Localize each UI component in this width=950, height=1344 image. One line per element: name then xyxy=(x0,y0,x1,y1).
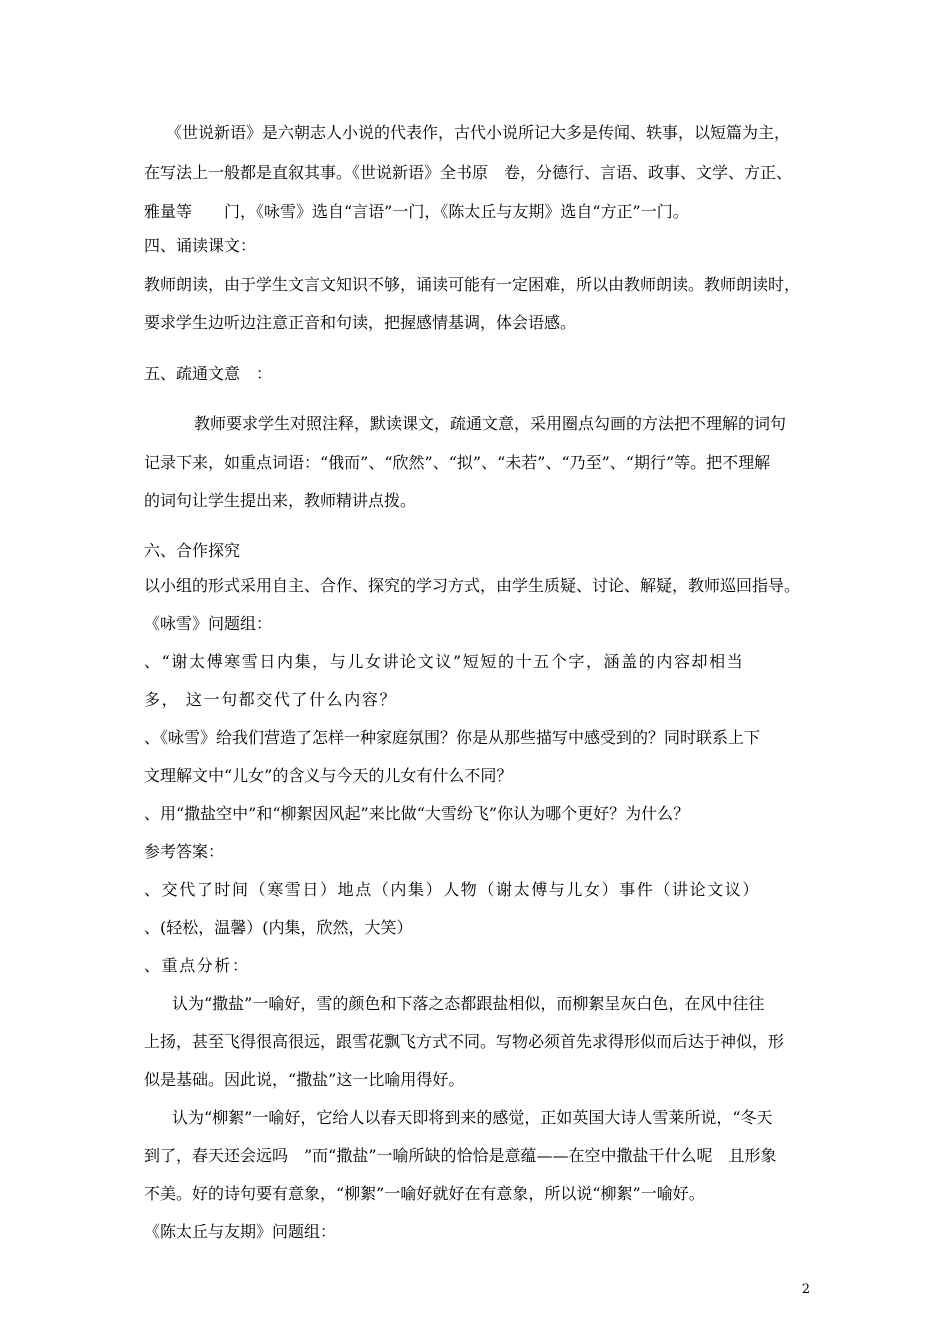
paragraph-intro-line-3: 雅量等 门，《咏雪》选自“言语”一门，《陈太丘与友期》选自“方正”一门。 xyxy=(144,202,689,221)
answer-3-heading: 、重点分析： xyxy=(144,956,250,975)
paragraph-meaning-line-1: 教师要求学生对照注释，默读课文，疏通文意，采用圈点勾画的方法把不理解的词句 xyxy=(194,414,787,433)
section-heading-explore: 六、合作探究 xyxy=(144,541,241,560)
question-2-line-2: 文理解文中“儿女”的含义与今天的儿女有什么不同？ xyxy=(144,766,513,785)
subheading-chen-taiqiu-questions: 《陈太丘与友期》问题组： xyxy=(144,1222,337,1241)
section-heading-meaning: 五、疏通文意 ： xyxy=(144,364,273,383)
analysis-willow-line-1: 认为“柳絮”一喻好，它给人以春天即将到来的感觉，正如英国大诗人雪莱所说，“冬天 xyxy=(172,1108,773,1127)
analysis-willow-line-3: 不美。好的诗句要有意象，“柳絮”一喻好就好在有意象，所以说“柳絮”一喻好。 xyxy=(144,1184,705,1203)
answer-2: 、(轻松，温馨）(内集，欣然，大笑） xyxy=(144,918,413,937)
question-3: 、用“撒盐空中”和“柳絮因风起”来比做“大雪纷飞”你认为哪个更好？为什么？ xyxy=(144,804,690,823)
paragraph-recite-line-2: 要求学生边听边注意正音和句读，把握感情基调，体会语感。 xyxy=(144,313,577,332)
question-1-line-2: 多， 这一句都交代了什么内容？ xyxy=(144,690,398,709)
answer-1: 、交代了时间（寒雪日）地点（内集）人物（谢太傅与儿女）事件（讲论文议） xyxy=(144,880,761,899)
page-number: 2 xyxy=(801,1282,810,1297)
paragraph-meaning-line-3: 的词句让学生提出来，教师精讲点拨。 xyxy=(144,491,417,510)
analysis-salt-line-2: 上扬，甚至飞得很高很远，跟雪花飘飞方式不同。写物必须首先求得形似而后达于神似，形 xyxy=(144,1032,785,1051)
subheading-yongxue-questions: 《咏雪》问题组： xyxy=(144,614,273,633)
analysis-salt-line-3: 似是基础。因此说，“撒盐”这一比喻用得好。 xyxy=(144,1070,465,1089)
paragraph-explore-line-1: 以小组的形式采用自主、合作、探究的学习方式，由学生质疑、讨论、解疑，教师巡回指导。 xyxy=(144,576,801,595)
question-1-line-1: 、“谢太傅寒雪日内集，与儿女讲论文议”短短的十五个字，涵盖的内容却相当 xyxy=(144,652,745,671)
paragraph-intro-line-2: 在写法上一般都是直叙其事。《世说新语》全书原 卷，分德行、言语、政事、文学、方正、 xyxy=(144,163,793,182)
section-heading-recite: 四、诵读课文： xyxy=(144,236,257,255)
paragraph-intro-line-1: 《世说新语》是六朝志人小说的代表作，古代小说所记大多是传闻、轶事，以短篇为主， xyxy=(166,123,791,142)
paragraph-meaning-line-2: 记录下来，如重点词语：“俄而”、“欣然”、“拟”、“未若”、“乃至”、“期行”等。把不理解 xyxy=(144,453,771,472)
question-2-line-1: 、《咏雪》给我们营造了怎样一种家庭氛围？你是从那些描写中感受到的？同时联系上下 xyxy=(144,728,761,747)
analysis-salt-line-1: 认为“撒盐”一喻好，雪的颜色和下落之态都跟盐相似，而柳絮呈灰白色，在风中往往 xyxy=(172,994,765,1013)
analysis-willow-line-2: 到了，春天还会远吗 ”而“撒盐”一喻所缺的恰恰是意蕴——在空中撒盐干什么呢 且形象 xyxy=(144,1146,777,1165)
subheading-reference-answers: 参考答案： xyxy=(144,842,225,861)
paragraph-recite-line-1: 教师朗读，由于学生文言文知识不够，诵读可能有一定困难，所以由教师朗读。教师朗读时， xyxy=(144,275,801,294)
